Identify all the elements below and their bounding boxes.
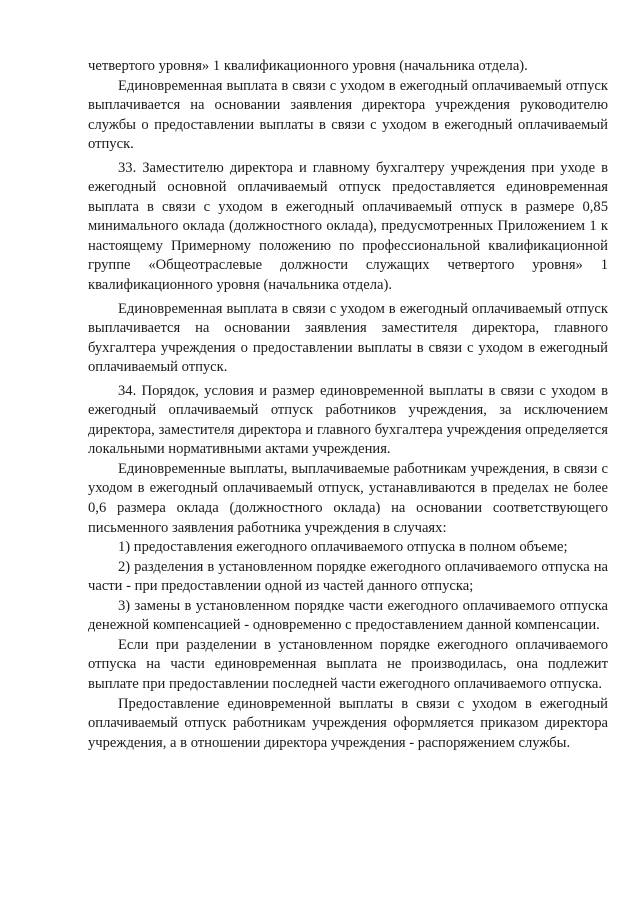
paragraph-director-payment-basis: Единовременная выплата в связи с уходом в ежегодный оплачиваемый отпуск выплачивается на основании заявления директора учреждения руководителю службы о предоставлении выплаты в связи с уходом в ежегодный оплачиваемый отпуск. (88, 77, 608, 153)
list-item-case-2: 2) разделения в установленном порядке ежегодного оплачиваемого отпуска на части - при предоставлении одной из частей данного отпуска; (88, 558, 608, 595)
paragraph-formalization: Предоставление единовременной выплаты в связи с уходом в ежегодный оплачиваемый отпуск работникам учреждения оформляется приказом директора учреждения, а в отношении директора учреждения - распоряжением службы. (88, 695, 608, 751)
list-item-case-3: 3) замены в установленном порядке части ежегодного оплачиваемого отпуска денежной компенсацией - одновременно с предоставлением данной компенсации. (88, 597, 608, 634)
paragraph-continuation: четвертого уровня» 1 квалификационного уровня (начальника отдела). (88, 58, 528, 74)
document-body (88, 57, 608, 753)
paragraph-clause-34: 34. Порядок, условия и размер единовременной выплаты в связи с уходом в ежегодный оплачиваемый отпуск работников учреждения, за исключением директора, заместителя директора и главного бухгалтера учреждения определяется локальными нормативными актами учреждения. (88, 382, 608, 458)
paragraph-deputy-payment-basis: Единовременная выплата в связи с уходом в ежегодный оплачиваемый отпуск выплачивается на основании заявления заместителя директора, главного бухгалтера учреждения о предоставлении выплаты в связи с уходом в ежегодный оплачиваемый отпуск. (88, 300, 608, 376)
paragraph-employee-payments: Единовременные выплаты, выплачиваемые работникам учреждения, в связи с уходом в ежегодный оплачиваемый отпуск, устанавливаются в пределах не более 0,6 размера оклада (должностного оклада) на основании соответствующего письменного заявления работника учреждения в случаях: (88, 460, 608, 536)
list-item-case-1: 1) предоставления ежегодного оплачиваемого отпуска в полном объеме; (118, 539, 568, 556)
paragraph-clause-33: 33. Заместителю директора и главному бухгалтеру учреждения при уходе в ежегодный основной оплачиваемый отпуск предоставляется единовременная выплата в связи с уходом в ежегодный оплачиваемый отпуск в размере 0,85 минимального оклада (должностного оклада), предусмотренных Приложением 1 к настоящему Примерному положению по профессиональной квалификационной группе «Общеотраслевые должности служащих четвертого уровня» 1 квалификационного уровня (начальника отдела). (88, 159, 608, 294)
paragraph-split-leave: Если при разделении в установленном порядке ежегодного оплачиваемого отпуска на части единовременная выплата не производилась, она подлежит выплате при предоставлении последней части ежегодного оплачиваемого отпуска. (88, 636, 608, 692)
